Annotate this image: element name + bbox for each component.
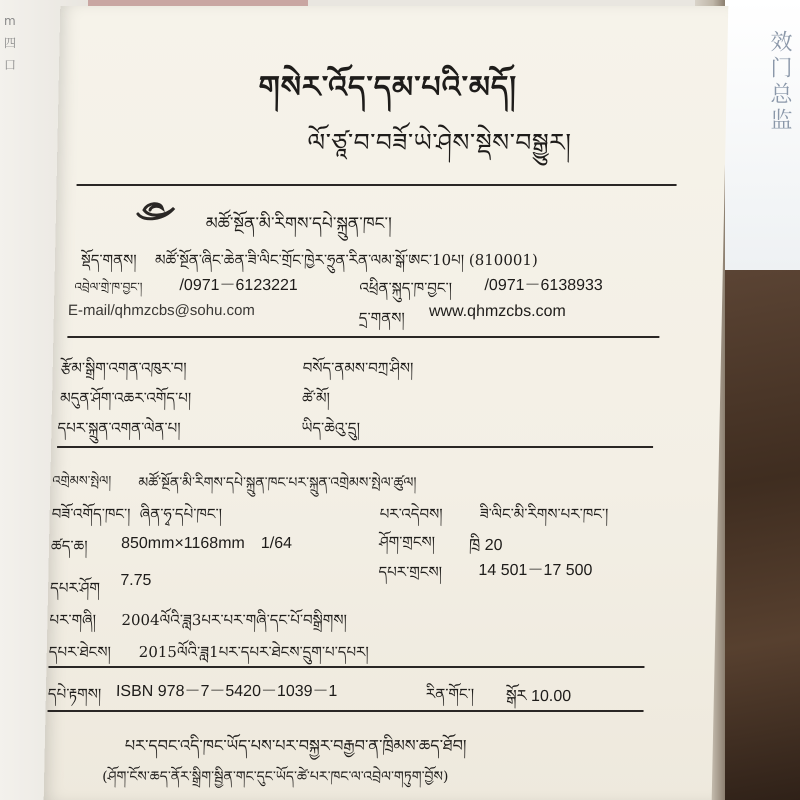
print-plant-label: པར་འདེབས། <box>379 505 443 523</box>
divider-3 <box>57 446 653 448</box>
format-value: 850mm×1168mm 1/64 <box>120 535 293 552</box>
format-label: ཚད་ཆ། <box>50 537 88 555</box>
book-copyright-page <box>44 6 729 800</box>
background-right-text: 效门总监 <box>767 30 792 134</box>
copyright-notice: པར་དབང་འདི་ཁང་ཡོད་པས་པར་བསྐྱར་བརྒྱབ་ན་ཁྲིམས་ཆད་ཐོབ། <box>124 736 467 755</box>
book-title: གསེར་འོད་དམ་པའི་མདོ། <box>258 70 518 105</box>
address-label: སྡོད་གནས། <box>80 251 137 269</box>
sheets-label: ཤོག་གྲངས། <box>378 533 436 551</box>
reprint-value: 2015ལོའི་ཟླ1པར་དཔར་ཐེངས་དྲུག་པ་དཔར། <box>138 643 369 661</box>
address-value: མཚོ་སྔོན་ཞིང་ཆེན་ཟི་ལིང་གྲོང་ཁྱེར་ཧྲུན་རིན་ལམ་སྒོ་ཨང་10པ། (810001) <box>154 251 538 269</box>
email-address: E-mail/qhmzcbs@sohu.com <box>67 302 256 319</box>
sheets-value: ཁྲི 20 <box>468 537 503 554</box>
divider-4 <box>48 666 644 668</box>
print-house-label: བཟོ་འགོད་ཁང་། <box>51 505 131 523</box>
phone-label: འབྲེལ་གྲེ་ཁ་བྱང་། <box>74 280 143 294</box>
divider-2 <box>67 336 659 338</box>
printer-value: མཚོ་སྔོན་མི་རིགས་དཔེ་སྐྲུན་ཁང་པར་སྐྲུན་འགྲེམས་སྤེལ་ཚུལ། <box>138 475 417 491</box>
first-edition-label: པར་གཞི། <box>49 611 97 629</box>
printer-label: འགྲེམས་སྤེལ། <box>52 474 112 489</box>
print-house-value: ཞིན་ཧྭ་དཔེ་ཁང་། <box>139 505 223 523</box>
cover-designer-label: མདུན་ཤོག་འཆར་འགོད་པ། <box>59 389 192 407</box>
print-sheets-label: དཔར་ཤོག <box>49 579 101 597</box>
proofreader-label: དཔར་སྐྲུན་འགན་ལེན་པ། <box>57 419 181 437</box>
print-count-label: དཔར་གྲངས། <box>378 563 443 581</box>
background-left-text: m 四 口 <box>4 14 17 72</box>
publisher-logo-icon <box>134 196 179 222</box>
isbn-label: དཔེ་རྟགས། <box>47 685 102 703</box>
editor-label: རྩོམ་སྒྲིག་འགན་འཁུར་བ། <box>60 359 187 377</box>
defect-notice: (ཤོག་ངོས་ཆད་ནོར་སྒྲིག་སྦྱིན་གང་དུང་ཡོད་ཚེ་པར་ཁང་ལ་འབྲེལ་གཏུག་བྱོས) <box>101 769 449 785</box>
website-value: www.qhmzcbs.com <box>428 303 567 320</box>
reprint-label: དཔར་ཐེངས། <box>48 643 111 661</box>
editor-value: བསོད་ནམས་བཀྲ་ཤིས། <box>302 359 414 377</box>
fax-label: འཕྲིན་སྐུད་ཁ་བྱང་། <box>359 279 453 297</box>
first-edition-value: 2004ལོའི་ཟླ3པར་པར་གཞི་དང་པོ་བསྒྲིགས། <box>121 611 347 629</box>
website-label: དྲ་གནས། <box>358 309 405 327</box>
isbn-value: ISBN 978－7－5420－1039－1 <box>115 683 338 700</box>
divider-5 <box>48 710 644 712</box>
print-count-value: 14 501－17 500 <box>478 562 593 579</box>
publisher-name: མཚོ་སྔོན་མི་རིགས་དཔེ་སྐྲུན་ཁང་། <box>205 214 392 234</box>
phone-value: /0971－6123221 <box>179 277 298 294</box>
fax-value: /0971－6138933 <box>484 277 603 294</box>
price-value: སྒོར 10.00 <box>505 688 572 705</box>
divider-1 <box>77 184 677 186</box>
wooden-table <box>720 270 800 800</box>
book-subtitle: ལོ་ཙཱ་བ་བཟོ་ཡེ་ཤེས་སྡེས་བསྒྱུར། <box>307 128 572 157</box>
proofreader-value: ཡིད་ཆེའུ་དྲུ། <box>301 419 361 437</box>
print-plant-value: ཟི་ལིང་མི་རིགས་པར་ཁང་། <box>479 505 609 523</box>
price-label: རིན་གོང་། <box>425 685 475 703</box>
cover-designer-value: ཚེ་མོ། <box>301 389 330 407</box>
print-sheets-value: 7.75 <box>120 572 152 589</box>
